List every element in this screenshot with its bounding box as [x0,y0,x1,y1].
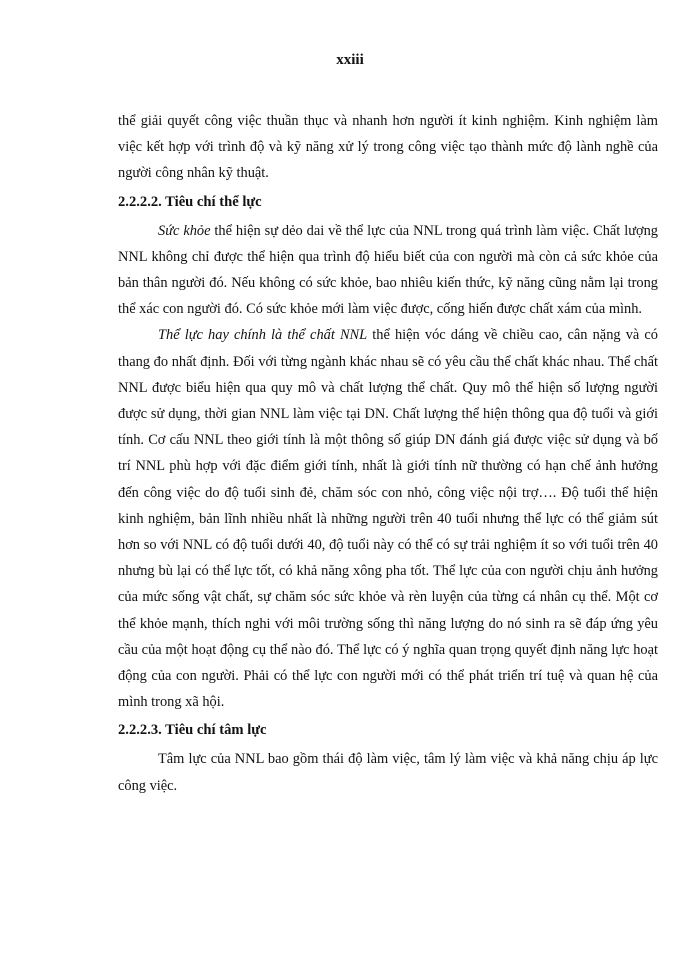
document-body [118,108,658,799]
page-number: xxiii [336,52,364,68]
paragraph-mental: Tâm lực của NNL bao gồm thái độ làm việc, tâm lý làm việc và khả năng chịu áp lực công việc. [118,751,658,794]
term-physique: Thể lực hay chính là thể chất NNL [158,327,368,344]
section-heading-mental: 2.2.2.3. Tiêu chí tâm lực [118,722,267,739]
paragraph-physique [118,322,658,715]
term-health: Sức khỏe [158,222,211,239]
paragraph-health [118,218,658,323]
paragraph-health-text: thể hiện sự dẻo dai về thể lực của NNL trong quá trình làm việc. Chất lượng NNL không chỉ được thể hiện qua trình độ hiểu biết của con người mà còn cả sức khỏe của bản thân người đó. Nếu không có sức khỏe, bao nhiêu kiến thức, kỹ năng cũng nằm lại trong thể xác con người đó. Có sức khỏe mới làm việc được, cống hiến được chất xám của mình. [118,222,658,318]
section-heading-physical: 2.2.2.2. Tiêu chí thể lực [118,193,262,210]
paragraph-physique-text: thể hiện vóc dáng về chiều cao, cân nặng và có thang đo nhất định. Đối với từng ngành khác nhau sẽ có yêu cầu thể chất khác nhau. Thể chất NNL được biểu hiện qua quy mô và chất lượng thể chất. Quy mô thể hiện số lượng người được sử dụng, thời gian NNL làm việc tại DN. Chất lượng thể hiện thông qua độ tuổi và giới tính. Cơ cấu NNL theo giới tính là một thông số giúp DN đánh giá được việc sử dụng và bố trí NNL phù hợp với đặc điểm giới tính, nhất là giới tính nữ thường có hạn chế ảnh hưởng đến công việc do độ tuổi sinh đẻ, chăm sóc con nhỏ, công việc nội trợ…. Độ tuổi thể hiện kinh nghiệm, bản lĩnh nhiều nhất là những người trên 40 tuổi nhưng thể lực có thể giảm sút hơn so với NNL có độ tuổi dưới 40, độ tuổi này có thể có sự trải nghiệm ít so với tuổi trên 40 nhưng bù lại có thể lực tốt, có khả năng xông pha tốt. Thể lực của con người chịu ảnh hưởng của mức sống vật chất, sự chăm sóc sức khỏe và rèn luyện của từng cá nhân cụ thể. Một cơ thể khỏe mạnh, thích nghi với môi trường sống thì năng lượng do nó sinh ra sẽ đáp ứng yêu cầu của một hoạt động cụ thể nào đó. Thể lực có ý nghĩa quan trọng quyết định năng lực hoạt động của con người. Phải có thể lực con người mới có thể phát triển trí tuệ và quan hệ của mình trong xã hội. [118,327,658,711]
paragraph-1: thể giải quyết công việc thuần thục và nhanh hơn người ít kinh nghiệm. Kinh nghiệm làm việc kết hợp với trình độ và kỹ năng xử lý trong công việc tạo thành mức độ lành nghề của người công nhân kỹ thuật. [118,113,658,182]
